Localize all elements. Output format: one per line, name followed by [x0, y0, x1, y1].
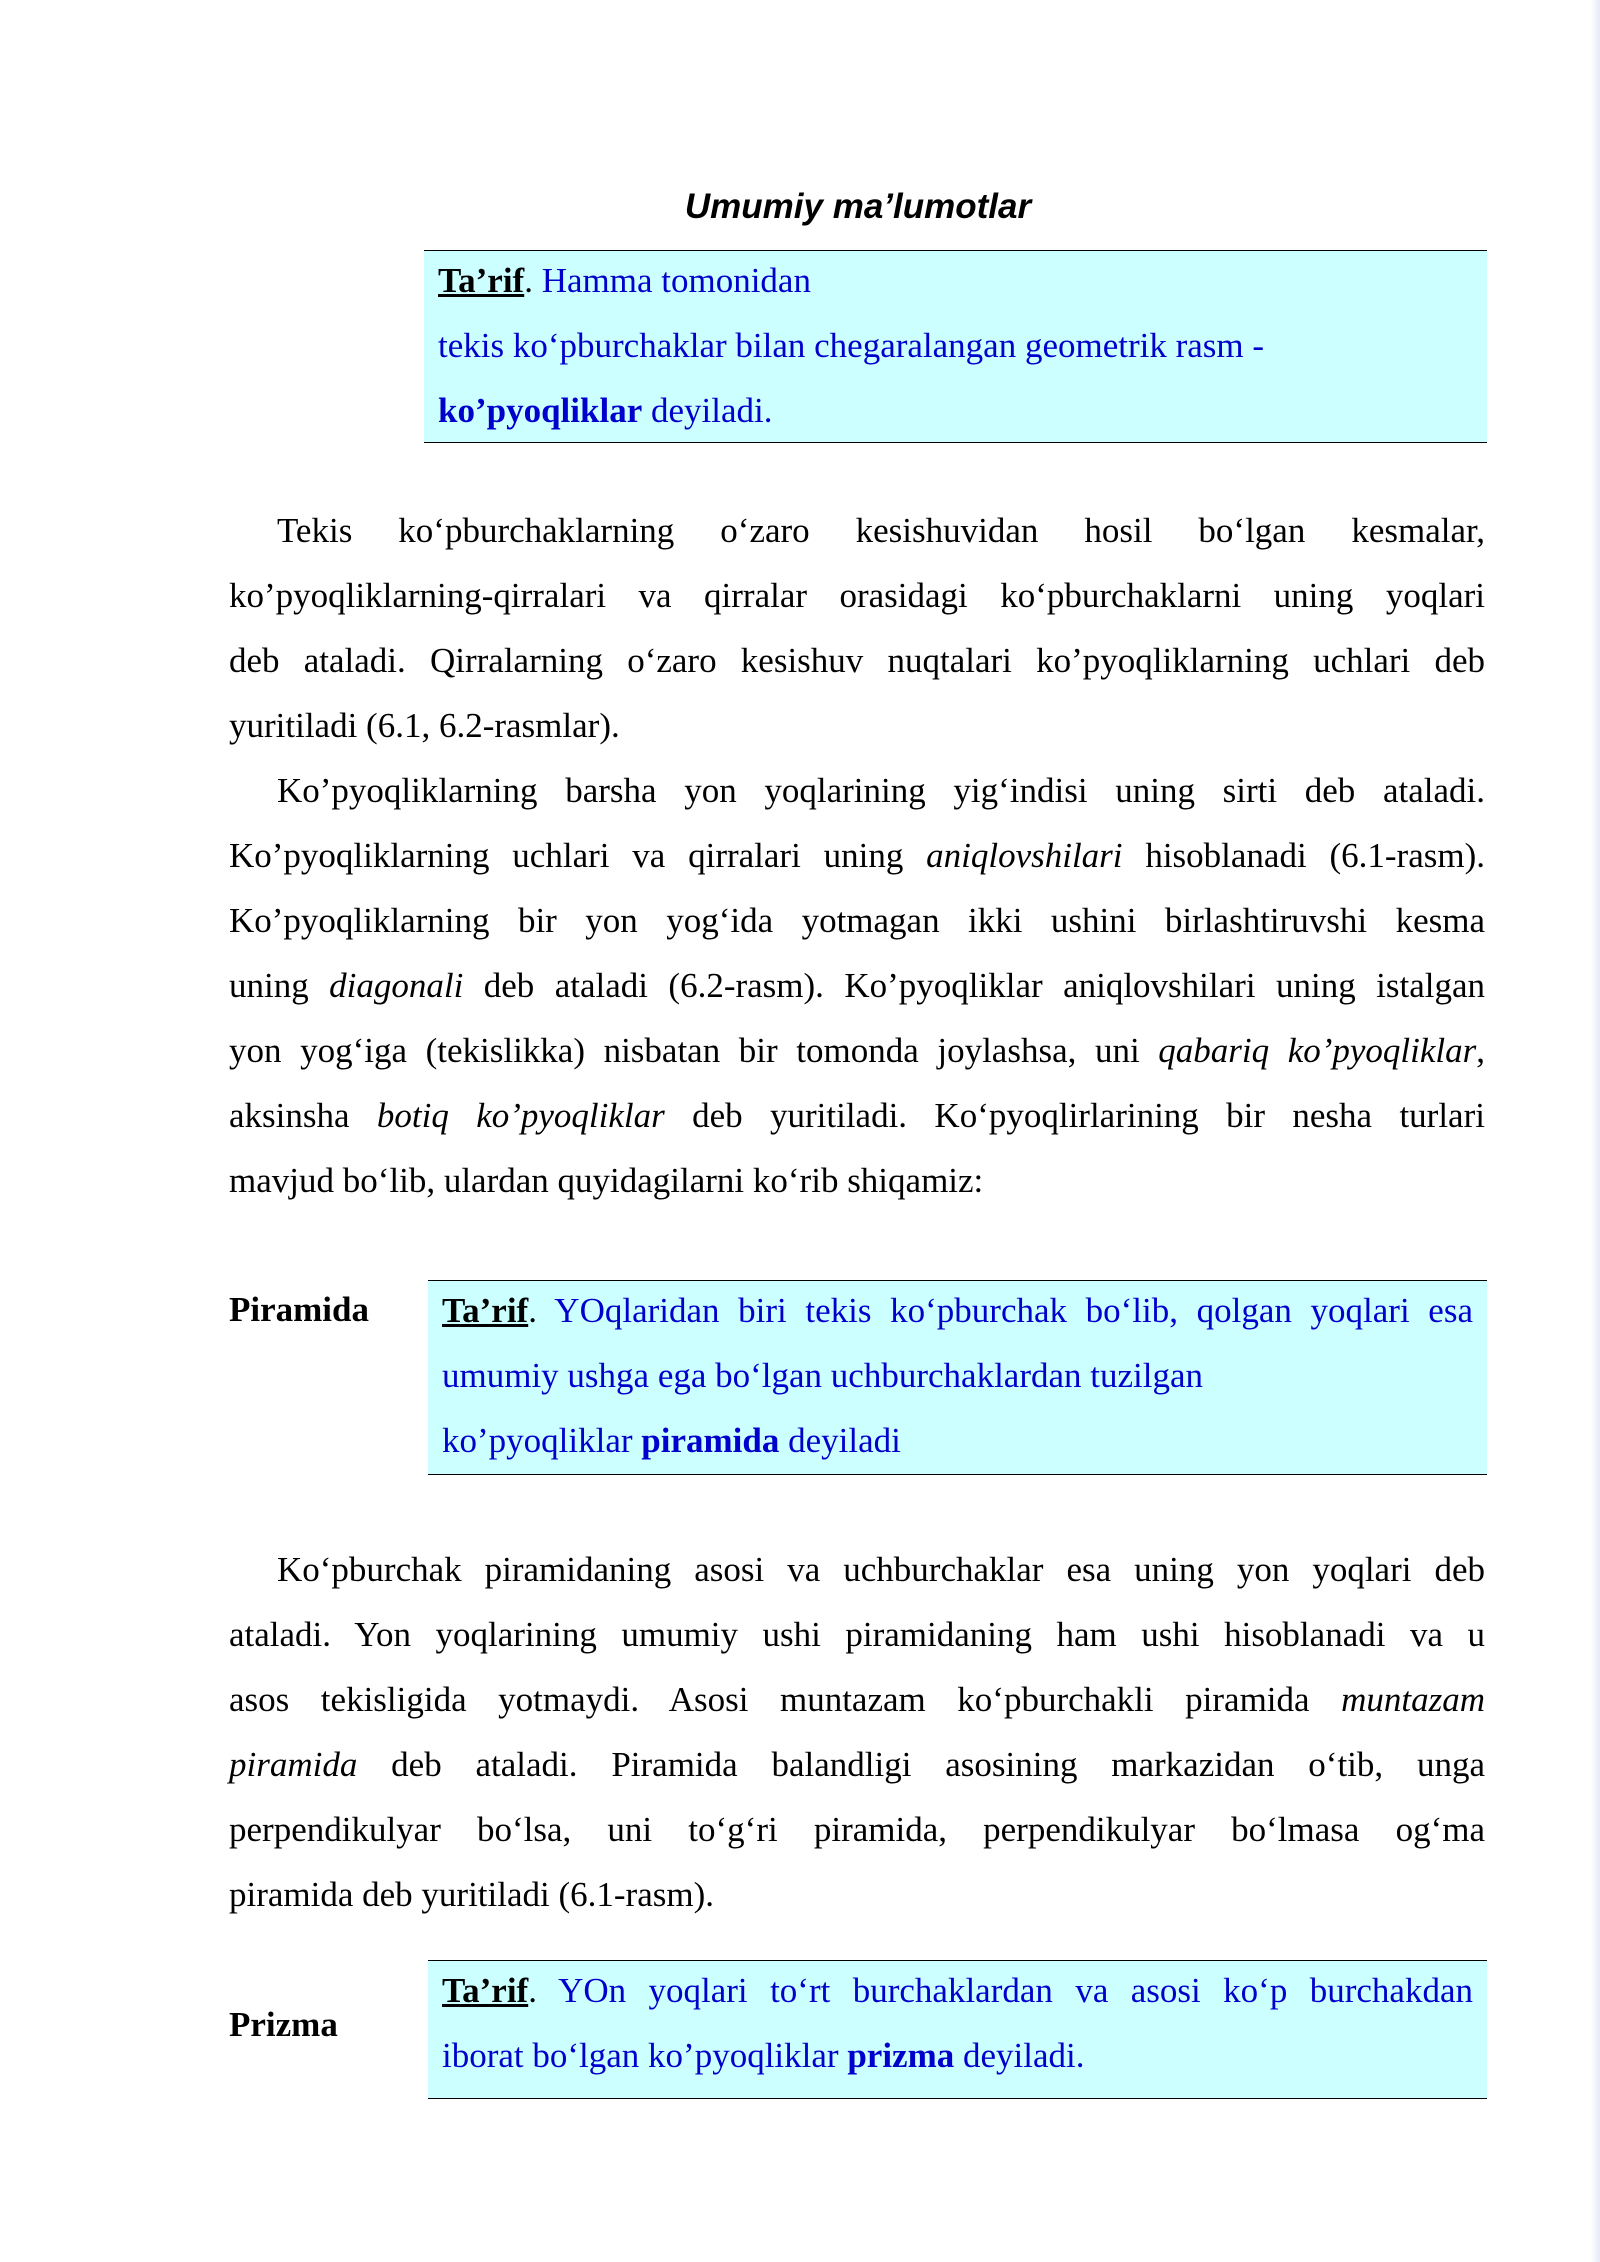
definition-term: prizma [847, 2036, 955, 2075]
page-edge [1590, 0, 1600, 2262]
definition-text: deyiladi. [954, 2036, 1085, 2075]
definition-term: piramida [641, 1421, 780, 1460]
section-label-piramida: Piramida [229, 1290, 369, 1329]
definition-label: Ta’rif [438, 261, 525, 300]
text-line: asos tekisligida yotmaydi. Asosi muntazam ko‘pburchakli piramida muntazam [229, 1680, 1485, 1719]
definition-text: ko’pyoqliklar [442, 1421, 642, 1460]
definition-term: ko’pyoqliklar [438, 391, 643, 430]
text-line: Ko’pyoqliklarning bir yon yog‘ida yotmagan ikki ushini birlashtiruvshi kesma [229, 901, 1485, 940]
text-line: ko’pyoqliklarning-qirralari va qirralar orasidagi ko‘pburchaklarni uning yoqlari [229, 576, 1485, 615]
definition-text: iborat bo‘lgan ko’pyoqliklar [442, 2036, 848, 2075]
definition-box-piramida: Ta’rif. YOqlaridan biri tekis ko‘pburchak bo‘lib, qolgan yoqlari esa umumiy ushga ega bo‘lgan uchburchaklardan tuzilgan ko’pyoqliklar piramida deyiladi [428, 1280, 1487, 1475]
text-line: Ko’pyoqliklarning barsha yon yoqlarining yig‘indisi uning sirti deb ataladi. [277, 771, 1485, 810]
definition-text: YOn yoqlari to‘rt burchaklardan va asosi ko‘p burchakdan [536, 1971, 1473, 2010]
text-line: perpendikulyar bo‘lsa, uni to‘g‘ri piramida, perpendikulyar bo‘lmasa og‘ma [229, 1810, 1485, 1849]
definition-text: Hamma tomonidan [532, 261, 811, 300]
text-line: yon yog‘iga (tekislikka) nisbatan bir tomonda joylashsa, uni qabariq ko’pyoqliklar, [229, 1031, 1486, 1070]
definition-box-polyhedron: Ta’rif. Hamma tomonidan tekis ko‘pburchaklar bilan chegaralangan geometrik rasm - ko’pyoqliklar deyiladi. [424, 250, 1487, 443]
text-line: mavjud bo‘lib, ulardan quyidagilarni ko‘rib shiqamiz: [229, 1161, 984, 1200]
definition-box-prizma: Ta’rif. YOn yoqlari to‘rt burchaklardan va asosi ko‘p burchakdan iborat bo‘lgan ko’pyoqliklar prizma deyiladi. [428, 1960, 1487, 2099]
text-line: ataladi. Yon yoqlarining umumiy ushi piramidaning ham ushi hisoblanadi va u [229, 1615, 1485, 1654]
definition-text: tekis ko‘pburchaklar bilan chegaralangan geometrik rasm - [438, 326, 1265, 365]
paragraph-2 [229, 758, 1485, 1213]
text-line: Ko’pyoqliklarning uchlari va qirralari uning aniqlovshilari hisoblanadi (6.1-rasm). [229, 836, 1485, 875]
section-label-prizma: Prizma [229, 2005, 338, 2044]
text-line: Ko‘pburchak piramidaning asosi va uchburchaklar esa uning yon yoqlari deb [277, 1550, 1485, 1589]
definition-text: deyiladi. [642, 391, 773, 430]
definition-label: Ta’rif [442, 1291, 529, 1330]
text-line: yuritiladi (6.1, 6.2-rasmlar). [229, 706, 620, 745]
text-line: Tekis ko‘pburchaklarning o‘zaro kesishuvidan hosil bo‘lgan kesmalar, [277, 511, 1485, 550]
text-line: deb ataladi. Qirralarning o‘zaro kesishuv nuqtalari ko’pyoqliklarning uchlari deb [229, 641, 1485, 680]
paragraph-3 [229, 1537, 1485, 1927]
text-line: piramida deb ataladi. Piramida balandligi asosining markazidan o‘tib, unga [229, 1745, 1485, 1784]
definition-text: umumiy ushga ega bo‘lgan uchburchaklardan tuzilgan [442, 1356, 1204, 1395]
text-line: piramida deb yuritiladi (6.1-rasm). [229, 1875, 714, 1914]
definition-text: YOqlaridan biri tekis ko‘pburchak bo‘lib, qolgan yoqlari esa [536, 1291, 1473, 1330]
page-title: Umumiy ma’lumotlar [684, 187, 1032, 226]
definition-text: deyiladi [779, 1421, 901, 1460]
text-line: aksinsha botiq ko’pyoqliklar deb yuritiladi. Ko‘pyoqlirlarining bir nesha turlari [229, 1096, 1485, 1135]
paragraph-1 [229, 498, 1485, 758]
text-line: uning diagonali deb ataladi (6.2-rasm). Ko’pyoqliklar aniqlovshilari uning istalgan [229, 966, 1485, 1005]
definition-label: Ta’rif [442, 1971, 529, 2010]
